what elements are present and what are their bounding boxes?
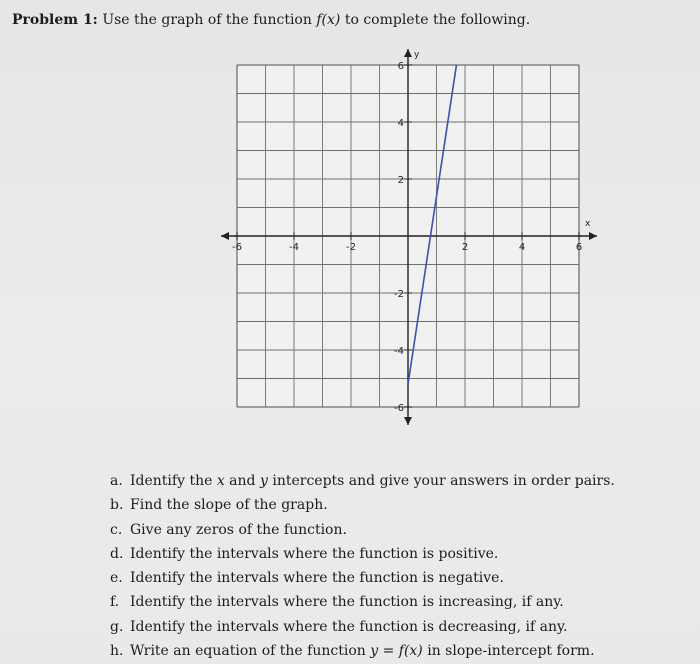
y-tick-label: -2	[394, 289, 404, 300]
question-item	[110, 542, 615, 566]
question-text: Find the slope of the graph.	[130, 497, 328, 514]
question-text: Give any zeros of the function.	[130, 521, 347, 538]
x-axis-label: x	[585, 219, 591, 229]
y-axis-arrow-up	[404, 49, 412, 57]
problem-function: f(x)	[316, 12, 341, 28]
y-tick-label: 6	[397, 61, 404, 72]
question-letter: h.	[110, 643, 124, 660]
question-item	[110, 469, 615, 493]
problem-label: Problem 1:	[12, 12, 98, 28]
question-item	[110, 590, 615, 614]
y-tick-label: 2	[397, 175, 404, 186]
problem-text-after: to complete the following.	[344, 12, 531, 28]
question-text: Identify the intervals where the function is decreasing, if any.	[130, 618, 568, 635]
question-text: Write an equation of the function	[130, 643, 371, 660]
question-text: Identify the intervals where the function is increasing, if any.	[130, 594, 564, 611]
question-letter: g.	[110, 618, 124, 635]
x-tick-label: -6	[232, 242, 242, 253]
x-tick-label: 6	[575, 242, 583, 253]
question-letter: e.	[110, 570, 123, 587]
question-letter: f.	[110, 594, 120, 611]
y-tick-label: -6	[394, 403, 404, 414]
question-letter: a.	[110, 473, 123, 489]
question-math: x	[216, 473, 225, 489]
question-text: Identify the	[130, 473, 217, 489]
x-axis-arrow-right	[589, 232, 597, 240]
question-math: y = f(x)	[370, 643, 423, 660]
question-math: y	[259, 473, 268, 489]
y-tick-label: 4	[397, 118, 404, 129]
y-axis-arrow-down	[404, 417, 412, 425]
question-item	[110, 493, 615, 517]
question-text: and	[224, 473, 260, 489]
x-tick-label: -4	[289, 242, 299, 253]
question-text: Identify the intervals where the function is negative.	[130, 570, 504, 587]
y-axis-label: y	[414, 50, 420, 60]
question-list	[110, 469, 615, 663]
x-tick-label: 2	[461, 242, 469, 253]
question-text: intercepts and give your answers in order pairs.	[267, 473, 615, 489]
question-text: in slope-intercept form.	[422, 643, 595, 660]
question-item	[110, 566, 615, 590]
x-tick-label: 4	[518, 242, 526, 253]
question-letter: d.	[110, 545, 124, 562]
question-item	[110, 518, 615, 542]
question-letter: c.	[110, 521, 123, 538]
question-letter: b.	[110, 497, 124, 514]
question-item	[110, 639, 615, 663]
problem-text-before: Use the graph of the function	[102, 12, 312, 28]
x-axis-arrow-left	[221, 232, 229, 240]
x-tick-label: -2	[346, 242, 356, 253]
question-text: Identify the intervals where the function is positive.	[130, 545, 499, 562]
question-item	[110, 615, 615, 639]
y-tick-label: -4	[394, 346, 404, 357]
